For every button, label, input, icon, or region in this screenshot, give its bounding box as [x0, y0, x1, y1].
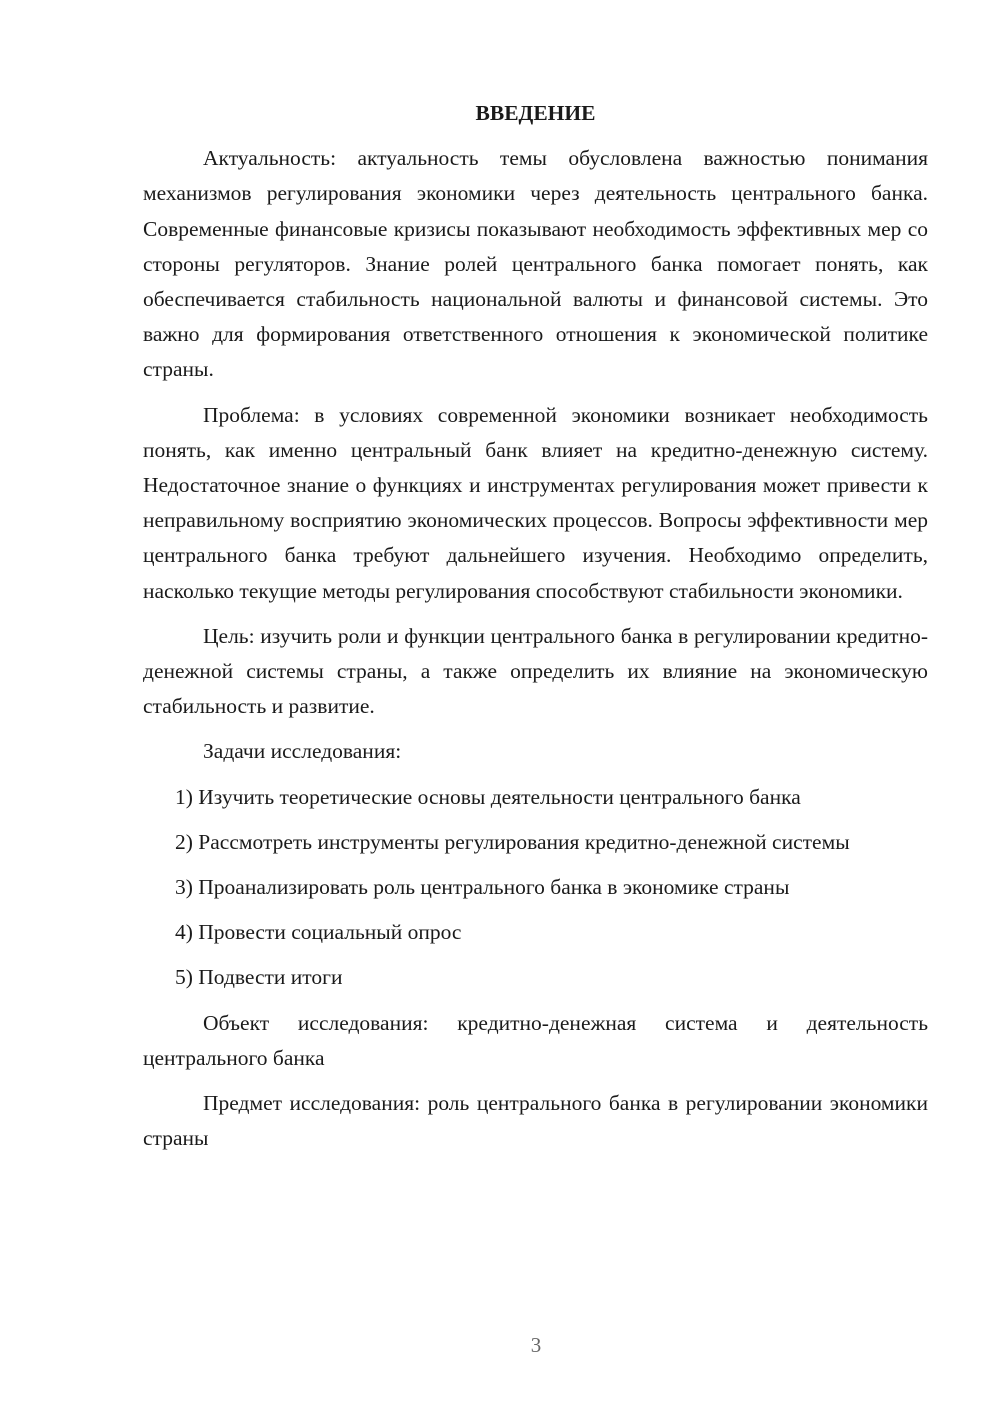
task-item: 1) Изучить теоретические основы деятельности центрального банка: [175, 784, 801, 809]
goal-paragraph: Цель: изучить роли и функции центрального банка в регулировании кредитно-денежной системы страны, а также определить их влияние на экономическую стабильность и развитие.: [143, 623, 928, 719]
task-item: 3) Проанализировать роль центрального банка в экономике страны: [175, 875, 790, 900]
task-item: 4) Провести социальный опрос: [175, 920, 462, 945]
page-title: ВВЕДЕНИЕ: [475, 101, 596, 125]
task-item: 2) Рассмотреть инструменты регулирования кредитно-денежной системы: [175, 829, 850, 854]
document-page: [143, 96, 928, 1166]
research-subject-paragraph: Предмет исследования: роль центрального банка в регулировании экономики страны: [143, 1091, 928, 1151]
tasks-heading: Задачи исследования:: [203, 739, 402, 764]
page-number: 3: [530, 1333, 542, 1357]
problem-paragraph: Проблема: в условиях современной экономики возникает необходимость понять, как именно центральный банк влияет на кредитно-денежную систему. Недостаточное знание о функциях и инструментах регулирования может привести к неправильному восприятию экономических процессов. Вопросы эффективности мер центрального банка требуют дальнейшего изучения. Необходимо определить, насколько текущие методы регулирования способствуют стабильности экономики.: [143, 402, 928, 603]
task-item: 5) Подвести итоги: [175, 965, 343, 990]
relevance-paragraph: Актуальность: актуальность темы обусловлена важностью понимания механизмов регулирования экономики через деятельность центрального банка. Современные финансовые кризисы показывают необходимость эффективных мер со стороны регуляторов. Знание ролей центрального банка помогает понять, как обеспечивается стабильность национальной валюты и финансовой системы. Это важно для формирования ответственного отношения к экономической политике страны.: [143, 146, 928, 382]
research-object-paragraph: Объект исследования: кредитно-денежная система и деятельность центрального банка: [143, 1010, 928, 1070]
